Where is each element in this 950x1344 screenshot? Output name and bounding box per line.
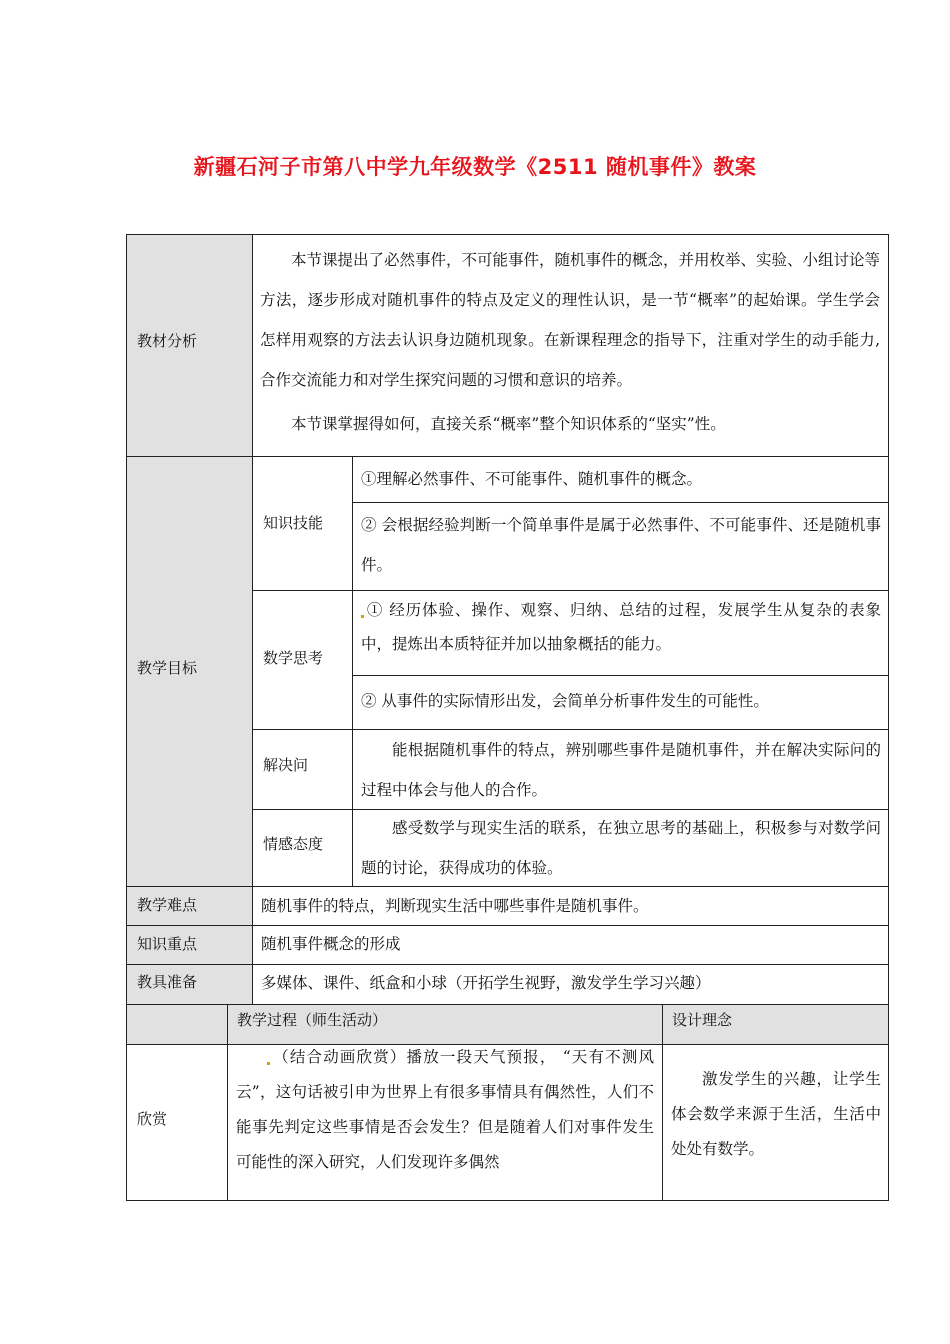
label-cell-jiaoju: [126, 964, 253, 1005]
zhishi-item1-cell: [352, 456, 889, 503]
sub-label-jiejue: [252, 729, 353, 810]
header-idea-cell: [662, 1004, 889, 1045]
label-cell-zhongdian: [126, 925, 253, 965]
document-title: 新疆石河子市第八中学九年级数学《2511 随机事件》教案: [193, 155, 757, 179]
jiaocai-paragraph-2: 本节课掌握得如何，直接关系“概率”整个知识体系的“坚实”性。: [291, 415, 726, 433]
sikao-item1-cell: [352, 590, 889, 676]
label-sikao: 数学思考: [263, 649, 324, 667]
lesson-plan-table: [126, 234, 889, 1201]
sikao-item2: ② 从事件的实际情形出发，会简单分析事件发生的可能性。: [361, 692, 769, 710]
content-cell-jiaocai: [252, 234, 889, 457]
label-jiaocai: 教材分析: [137, 332, 198, 350]
label-mubiao: 教学目标: [137, 659, 198, 677]
jiaocai-paragraph-1: 本节课提出了必然事件，不可能事件，随机事件的概念，并用枚举、实验、小组讨论等方法，逐步形成对随机事件的特点及定义的理性认识，是一节“概率”的起始课。学生学会怎样用观察的方法去认识身边随机现象。在新课程理念的指导下，注重对学生的动手能力,合作交流能力和对学生探究问题的习惯和意识的培养。: [260, 251, 881, 389]
jiaoju-text: 多媒体、课件、纸盒和小球（开拓学生视野，激发学生学习兴趣）: [261, 974, 711, 992]
header-idea: 设计理念: [672, 1011, 733, 1029]
label-cell-xinshang: [126, 1044, 228, 1201]
xinshang-process-cell: [227, 1044, 663, 1201]
marker-dot: [361, 615, 364, 618]
zhishi-item2-cell: [352, 502, 889, 591]
xinshang-idea: 激发学生的兴趣，让学生体会数学来源于生活，生活中处处有数学。: [671, 1070, 881, 1158]
label-qinggan: 情感态度: [263, 835, 324, 853]
label-cell-jiaocai: [126, 234, 253, 457]
jiaoju-cell: [252, 964, 889, 1005]
header-process-cell: [227, 1004, 663, 1045]
xinshang-process: （结合动画欣赏）播放一段天气预报， “天有不测风云”，这句话被引申为世界上有很多事情具有偶然性，人们不能事先判定这些事情是否会发生？但是随着人们对事件发生可能性的深入研究，人们发现许多偶然: [236, 1048, 654, 1171]
label-jiaoju: 教具准备: [137, 973, 198, 991]
label-jiejue: 解决问: [263, 756, 309, 774]
nandian-cell: [252, 886, 889, 926]
header-empty-cell: [126, 1004, 228, 1045]
zhongdian-text: 随机事件概念的形成: [261, 935, 401, 953]
jiejue-cell: [352, 729, 889, 810]
marker-dot: [267, 1062, 270, 1065]
label-nandian: 教学难点: [137, 896, 198, 914]
label-zhishi: 知识技能: [263, 514, 324, 532]
zhishi-item1: ①理解必然事件、不可能事件、随机事件的概念。: [361, 470, 703, 488]
header-process: 教学过程（师生活动）: [237, 1011, 388, 1029]
qinggan-cell: [352, 809, 889, 887]
sub-label-zhishi: [252, 456, 353, 591]
sub-label-sikao: [252, 590, 353, 730]
sikao-item1: ① 经历体验、操作、观察、归纳、总结的过程，发展学生从复杂的表象中，提炼出本质特征并加以抽象概括的能力。: [361, 601, 881, 653]
jiaocai-text: [260, 240, 880, 444]
zhongdian-cell: [252, 925, 889, 965]
jiejue-text: 能根据随机事件的特点，辨别哪些事件是随机事件，并在解决实际问的过程中体会与他人的合作。: [361, 741, 881, 799]
xinshang-idea-cell: [662, 1044, 889, 1201]
label-zhongdian: 知识重点: [137, 935, 198, 953]
nandian-text: 随机事件的特点，判断现实生活中哪些事件是随机事件。: [261, 897, 649, 915]
zhishi-item2: ② 会根据经验判断一个简单事件是属于必然事件、不可能事件、还是随机事件。: [361, 516, 881, 574]
sub-label-qinggan: [252, 809, 353, 887]
qinggan-text: 感受数学与现实生活的联系，在独立思考的基础上，积极参与对数学问题的讨论，获得成功的体验。: [361, 819, 881, 877]
label-cell-nandian: [126, 886, 253, 926]
sikao-item2-cell: [352, 675, 889, 730]
label-xinshang: 欣赏: [137, 1110, 168, 1128]
label-cell-mubiao: [126, 456, 253, 887]
